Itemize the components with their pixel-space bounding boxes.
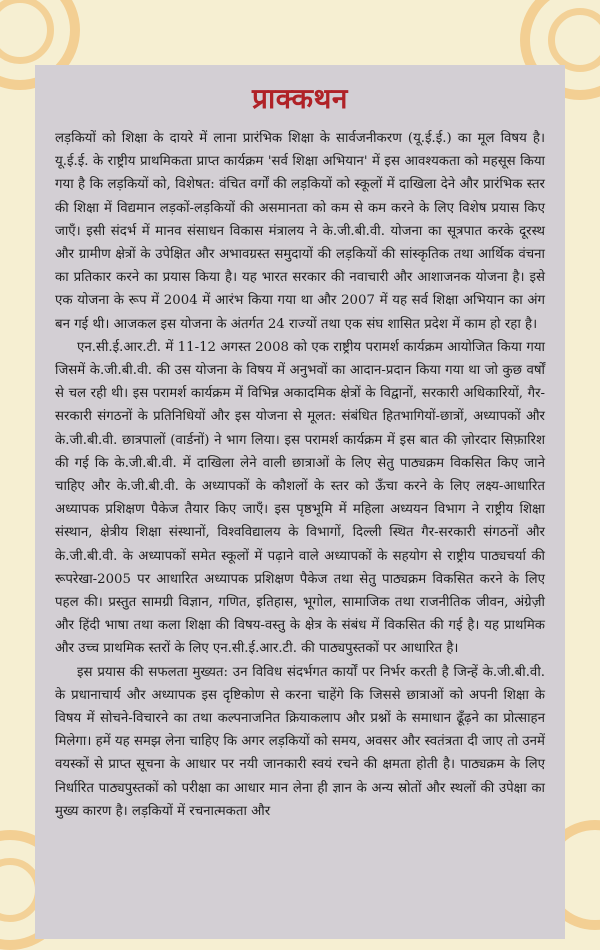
paragraph-1: लड़कियों को शिक्षा के दायरे में लाना प्रारंभिक शिक्षा के सार्वजनीकरण (यू.ई.ई.) का मूल विषय है। यू.ई.ई. के राष्ट्रीय प्राथमिकता प्राप्त कार्यक्रम 'सर्व शिक्षा अभियान' में इस आवश्यकता को महसूस किया गया है कि लड़कियों को, विशेषत: वंचित वर्गों की लड़कियों को स्कूलों में दाखिला देने और प्रारंभिक स्तर की शिक्षा में विद्यमान लड़कों-लड़कियों की असमानता को कम से कम करने के लिए विशेष प्रयास किए जाएँ। इसी संदर्भ में मानव संसाधन विकास मंत्रालय ने के.जी.बी.वी. योजना का सूत्रपात करके दूरस्थ और ग्रामीण क्षेत्रों के उपेक्षित और अभावग्रस्त समुदायों की लड़कियों की सांस्कृतिक तथा आर्थिक वंचना का प्रतिकार करने का प्रयास किया है। यह भारत सरकार की नवाचारी और आशाजनक योजना है। इसे एक योजना के रूप में 2004 में आरंभ किया गया था और 2007 में यह सर्व शिक्षा अभियान का अंग बन गई थी। आजकल इस योजना के अंतर्गत 24 राज्यों तथा एक संघ शासित प्रदेश में काम हो रहा है। [55,131,545,332]
page-title: प्राक्कथन [252,82,348,115]
foreword-panel [35,65,565,939]
paragraph-3: इस प्रयास की सफलता मुख्यत: उन विविध संदर्भगत कार्यों पर निर्भर करती है जिन्हें के.जी.बी.वी. के प्रधानाचार्य और अध्यापक इस दृष्टिकोण से करना चाहेंगे कि जिससे छात्राओं को अपनी शिक्षा के विषय में सोचने-विचारने का तथा कल्पनाजनित क्रियाकलाप और प्रश्नों के समाधान ढूँढ़ने का प्रोत्साहन मिलेगा। हमें यह समझ लेना चाहिए कि अगर लड़कियों को समय, अवसर और स्वतंत्रता दी जाए तो उनमें वयस्कों से प्राप्त सूचना के आधार पर नयी जानकारी स्वयं रचने की क्षमता होती है। पाठ्यक्रम के लिए निर्धारित पाठ्यपुस्तकों को परीक्षा का आधार मान लेना ही ज्ञान के अन्य स्रोतों और स्थलों की उपेक्षा का मुख्य कारण है। लड़कियों में रचनात्मकता और [55,664,545,819]
paragraph-2: एन.सी.ई.आर.टी. में 11-12 अगस्त 2008 को एक राष्ट्रीय परामर्श कार्यक्रम आयोजित किया गया जिसमें के.जी.बी.वी. की उस योजना के विषय में अनुभवों का आदान-प्रदान किया गया था जो कुछ वर्षों से चल रही थी। इस परामर्श कार्यक्रम में विभिन्न अकादमिक क्षेत्रों के विद्वानों, सरकारी अधिकारियों, गैर-सरकारी संगठनों के प्रतिनिधियों और इस योजना से मूलत: संबंधित हितभागियों-छात्रों, अध्यापकों और के.जी.बी.वी. छात्रपालों (वार्डनों) ने भाग लिया। इस परामर्श कार्यक्रम में इस बात की ज़ोरदार सिफ़ारिश की गई कि के.जी.बी.वी. में दाखिला लेने वाली छात्राओं के लिए सेतु पाठ्यक्रम विकसित किए जाने चाहिए और के.जी.बी.वी. के अध्यापकों के कौशलों के स्तर को ऊँचा करने के लिए लक्ष्य-आधारित अध्यापक प्रशिक्षण पैकेज तैयार किए जाएँ। इस पृष्ठभूमि में महिला अध्ययन विभाग ने राष्ट्रीय शिक्षा संस्थान, क्षेत्रीय शिक्षा संस्थानों, विश्वविद्यालय के विभागों, दिल्ली स्थित गैर-सरकारी संगठनों और के.जी.बी.वी. के अध्यापकों समेत स्कूलों में पढ़ाने वाले अध्यापकों के सहयोग से राष्ट्रीय पाठ्यचर्या की रूपरेखा-2005 पर आधारित अध्यापक प्रशिक्षण पैकेज तथा सेतु पाठ्यक्रम विकसित करने के लिए पहल की। प्रस्तुत सामग्री विज्ञान, गणित, इतिहास, भूगोल, सामाजिक तथा राजनीतिक जीवन, अंग्रेज़ी और हिंदी भाषा तथा कला शिक्षा की विषय-वस्तु के क्षेत्र के संबंध में विकसित की गई है। यह प्राथमिक और उच्च प्राथमिक स्तरों के लिए एन.सी.ई.आर.टी. की पाठ्यपुस्तकों पर आधारित है। [55,339,545,657]
